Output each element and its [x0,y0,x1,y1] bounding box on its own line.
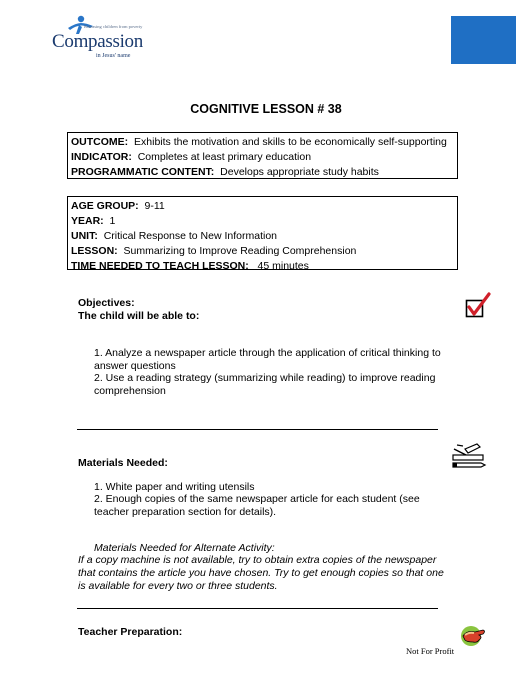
time-needed-row [71,259,454,274]
unit-row [71,229,454,244]
lesson-row [71,244,454,259]
outcome-box [67,132,458,179]
outcome-value: Exhibits the motivation and skills to be economically self-supporting [134,136,447,148]
programmatic-content-row [71,165,454,180]
objective-item: 1. Analyze a newspaper article through the application of critical thinking to answer questions [94,347,441,372]
indicator-row [71,150,454,165]
objectives-heading: Objectives: [78,297,135,309]
lesson-value: Summarizing to Improve Reading Comprehension [123,245,357,257]
section-divider [77,608,438,609]
indicator-value: Completes at least primary education [137,151,312,163]
hand-pointer-icon [459,624,487,650]
lesson-label: LESSON: [71,245,118,257]
year-value: 1 [109,215,116,227]
logo-wordmark: Compassion [52,31,143,52]
age-group-label: AGE GROUP: [71,200,139,212]
outcome-label: OUTCOME: [71,136,129,148]
logo-tagline: Releasing children from poverty [84,24,143,29]
objective-item: 2. Use a reading strategy (summarizing while reading) to improve reading comprehension [94,372,436,397]
alternate-materials-heading: Materials Needed for Alternate Activity: [94,542,275,554]
materials-heading: Materials Needed: [78,457,168,469]
section-divider [77,429,438,430]
page-title: COGNITIVE LESSON # 38 [190,102,342,116]
unit-label: UNIT: [71,230,98,242]
material-item: 2. Enough copies of the same newspaper article for each student (see teacher preparation section for details). [94,493,420,518]
footer-text: Not For Profit [406,646,455,656]
indicator-label: INDICATOR: [71,151,132,163]
programmatic-content-value: Develops appropriate study habits [220,166,379,178]
time-needed-value: 45 minutes [257,260,309,272]
checkbox-check-icon [465,291,491,319]
year-row [71,214,454,229]
lesson-info-box [67,196,458,270]
objectives-subheading: The child will be able to: [78,310,200,322]
year-label: YEAR: [71,215,104,227]
outcome-row [71,135,454,150]
programmatic-content-label: PROGRAMMATIC CONTENT: [71,166,215,178]
logo-subline: in Jesus' name [96,53,131,59]
time-needed-label: TIME NEEDED TO TEACH LESSON: [71,260,249,272]
brand-color-block [451,16,516,64]
age-group-row [71,199,454,214]
teacher-prep-heading: Teacher Preparation: [78,626,183,638]
pencil-ruler-icon [451,443,487,469]
material-item: 1. White paper and writing utensils [94,481,255,493]
age-group-value: 9-11 [144,200,165,212]
alternate-materials-text: If a copy machine is not available, try to obtain extra copies of the newspaper that contains the article you have chosen. Try to get enough copies so that one is available for every two or three students. [78,554,444,592]
unit-value: Critical Response to New Information [103,230,278,242]
